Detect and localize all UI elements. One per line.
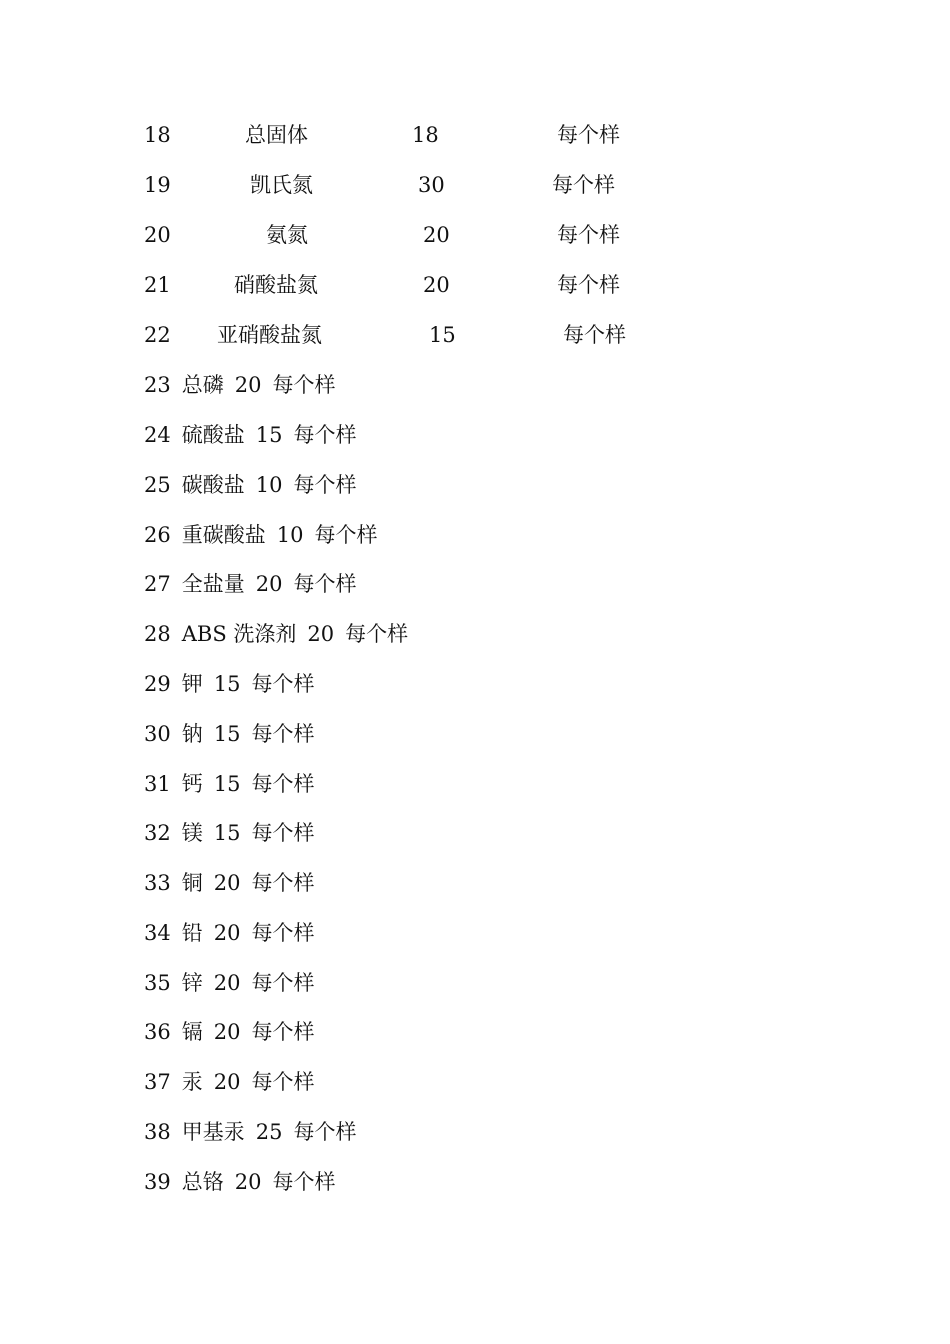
list-item bbox=[0, 769, 950, 799]
item-unit: 每个样 bbox=[552, 173, 615, 197]
item-price: 20 bbox=[213, 921, 241, 945]
item-price: 15 bbox=[213, 821, 241, 845]
item-name: 钙 bbox=[181, 772, 203, 796]
item-unit: 每个样 bbox=[293, 572, 357, 596]
table-row bbox=[0, 220, 950, 250]
item-price: 20 bbox=[234, 1170, 262, 1194]
item-price: 10 bbox=[255, 473, 283, 497]
table-row bbox=[0, 320, 950, 350]
row-number: 19 bbox=[144, 173, 171, 197]
list-item bbox=[0, 918, 950, 948]
item-name: 铜 bbox=[181, 871, 203, 895]
item-unit: 每个样 bbox=[293, 473, 357, 497]
item-name: 碳酸盐 bbox=[181, 473, 245, 497]
list-item bbox=[0, 569, 950, 599]
item-price: 20 bbox=[213, 971, 241, 995]
item-price: 10 bbox=[276, 523, 304, 547]
item-unit: 每个样 bbox=[251, 772, 315, 796]
row-number: 26 bbox=[144, 523, 171, 547]
item-unit: 每个样 bbox=[557, 123, 620, 147]
item-unit: 每个样 bbox=[272, 1170, 336, 1194]
item-price: 20 bbox=[213, 1070, 241, 1094]
list-item bbox=[0, 1067, 950, 1097]
item-name: 亚硝酸盐氮 bbox=[217, 323, 322, 347]
item-name: 硝酸盐氮 bbox=[234, 273, 318, 297]
item-price: 20 bbox=[213, 871, 241, 895]
row-number: 31 bbox=[144, 772, 171, 796]
item-unit: 每个样 bbox=[293, 423, 357, 447]
list-item bbox=[0, 868, 950, 898]
item-price: 18 bbox=[412, 123, 439, 147]
item-price: 15 bbox=[213, 772, 241, 796]
list-item bbox=[0, 1017, 950, 1047]
row-number: 25 bbox=[144, 473, 171, 497]
row-number: 33 bbox=[144, 871, 171, 895]
item-unit: 每个样 bbox=[293, 1120, 357, 1144]
table-row bbox=[0, 270, 950, 300]
item-name: 钠 bbox=[181, 722, 203, 746]
item-unit: 每个样 bbox=[251, 871, 315, 895]
item-name: 硫酸盐 bbox=[181, 423, 245, 447]
item-name: 钾 bbox=[181, 672, 203, 696]
list-item bbox=[0, 968, 950, 998]
row-number: 18 bbox=[144, 123, 171, 147]
item-price: 15 bbox=[213, 672, 241, 696]
item-price: 15 bbox=[213, 722, 241, 746]
item-unit: 每个样 bbox=[251, 821, 315, 845]
item-price: 15 bbox=[429, 323, 456, 347]
item-name: 汞 bbox=[181, 1070, 203, 1094]
list-item bbox=[0, 470, 950, 500]
item-unit: 每个样 bbox=[314, 523, 378, 547]
list-item bbox=[0, 619, 950, 649]
item-unit: 每个样 bbox=[557, 223, 620, 247]
item-unit: 每个样 bbox=[251, 722, 315, 746]
table-row bbox=[0, 170, 950, 200]
item-name: ABS 洗涤剂 bbox=[181, 622, 297, 646]
item-unit: 每个样 bbox=[251, 1070, 315, 1094]
item-price: 20 bbox=[213, 1020, 241, 1044]
item-name: 总铬 bbox=[181, 1170, 224, 1194]
item-name: 氨氮 bbox=[266, 223, 308, 247]
row-number: 38 bbox=[144, 1120, 171, 1144]
item-name: 总磷 bbox=[181, 373, 224, 397]
row-number: 34 bbox=[144, 921, 171, 945]
list-item bbox=[0, 1117, 950, 1147]
list-item bbox=[0, 669, 950, 699]
item-name: 镉 bbox=[181, 1020, 203, 1044]
item-unit: 每个样 bbox=[251, 1020, 315, 1044]
row-number: 36 bbox=[144, 1020, 171, 1044]
item-name: 锌 bbox=[181, 971, 203, 995]
item-name: 甲基汞 bbox=[181, 1120, 245, 1144]
row-number: 20 bbox=[144, 223, 171, 247]
item-name: 凯氏氮 bbox=[250, 173, 313, 197]
list-item bbox=[0, 1167, 950, 1197]
item-price: 30 bbox=[418, 173, 445, 197]
item-price: 20 bbox=[255, 572, 283, 596]
row-number: 24 bbox=[144, 423, 171, 447]
row-number: 27 bbox=[144, 572, 171, 596]
item-price: 15 bbox=[255, 423, 283, 447]
list-item bbox=[0, 420, 950, 450]
item-unit: 每个样 bbox=[272, 373, 336, 397]
row-number: 37 bbox=[144, 1070, 171, 1094]
item-name: 镁 bbox=[181, 821, 203, 845]
row-number: 32 bbox=[144, 821, 171, 845]
row-number: 21 bbox=[144, 273, 171, 297]
item-price: 20 bbox=[307, 622, 335, 646]
item-price: 25 bbox=[255, 1120, 283, 1144]
item-price: 20 bbox=[423, 223, 450, 247]
item-name: 铅 bbox=[181, 921, 203, 945]
row-number: 35 bbox=[144, 971, 171, 995]
row-number: 39 bbox=[144, 1170, 171, 1194]
row-number: 28 bbox=[144, 622, 171, 646]
item-unit: 每个样 bbox=[251, 971, 315, 995]
list-item bbox=[0, 818, 950, 848]
item-name: 总固体 bbox=[245, 123, 308, 147]
item-unit: 每个样 bbox=[251, 672, 315, 696]
item-name: 重碳酸盐 bbox=[181, 523, 266, 547]
table-row bbox=[0, 120, 950, 150]
item-price: 20 bbox=[234, 373, 262, 397]
row-number: 29 bbox=[144, 672, 171, 696]
row-number: 23 bbox=[144, 373, 171, 397]
item-unit: 每个样 bbox=[563, 323, 626, 347]
item-unit: 每个样 bbox=[557, 273, 620, 297]
list-item bbox=[0, 719, 950, 749]
item-unit: 每个样 bbox=[345, 622, 409, 646]
list-item bbox=[0, 520, 950, 550]
row-number: 22 bbox=[144, 323, 171, 347]
item-unit: 每个样 bbox=[251, 921, 315, 945]
list-item bbox=[0, 370, 950, 400]
item-name: 全盐量 bbox=[181, 572, 245, 596]
item-price: 20 bbox=[423, 273, 450, 297]
row-number: 30 bbox=[144, 722, 171, 746]
